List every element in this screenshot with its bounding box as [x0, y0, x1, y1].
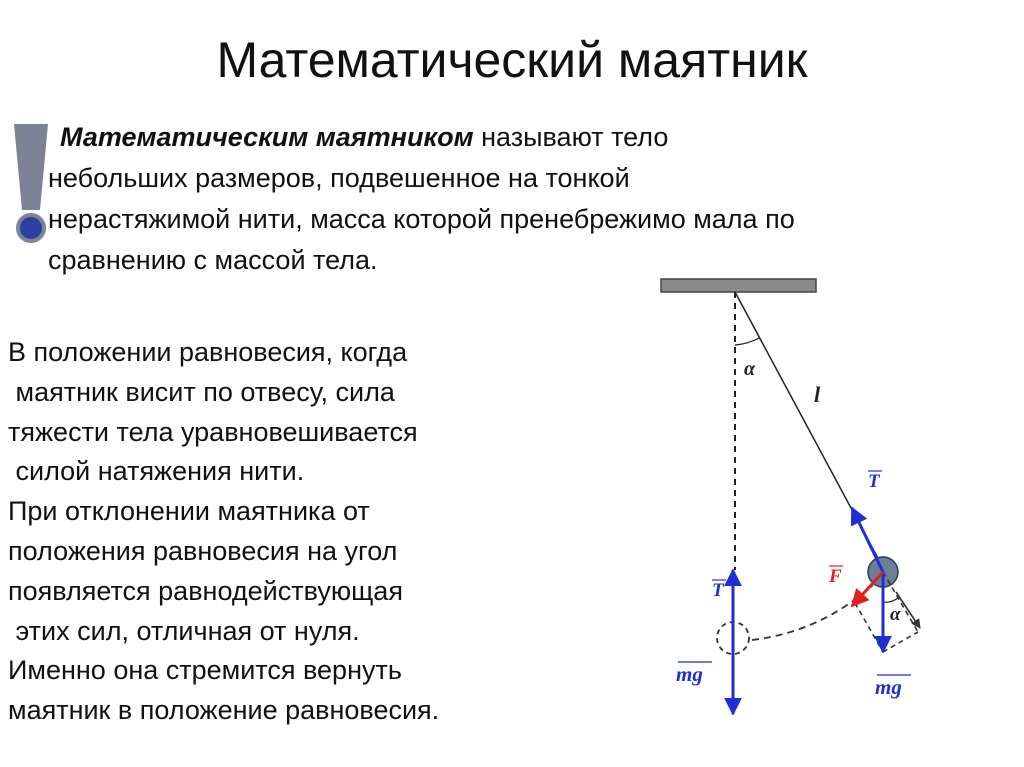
definition-line: сравнению с массой тела.	[48, 245, 378, 275]
angle-arc-bob	[883, 598, 898, 602]
construction-line	[855, 603, 883, 652]
alpha-label-bob: α	[890, 604, 901, 625]
explanation-line: маятник в положение равновесия.	[8, 695, 440, 726]
tension-arrow-deflected	[852, 508, 883, 572]
alpha-label-top: α	[744, 358, 756, 380]
explanation-line: этих сил, отличная от нуля.	[8, 615, 360, 646]
definition-term: Математическим маятником	[60, 122, 474, 152]
definition-line	[48, 117, 1008, 158]
explanation-line: Именно она стремится вернуть	[8, 655, 402, 686]
explanation-line: маятник висит по отвесу, сила	[8, 376, 395, 407]
tension-label-equilibrium: T	[712, 580, 724, 601]
explanation-line: силой натяжения нити.	[8, 456, 305, 487]
explanation-line: появляется равнодействующая	[8, 575, 403, 606]
explanation-line: В положении равновесия, когда	[8, 337, 408, 367]
explanation-line: При отклонении маятника от	[8, 496, 370, 527]
exclamation-icon	[8, 120, 52, 245]
explanation-line: положения равновесия на угол	[8, 535, 398, 566]
definition-line: небольших размеров, подвешенное на тонкой	[48, 163, 630, 193]
gravity-label-deflected: mg	[875, 675, 902, 699]
trajectory-arc	[752, 585, 873, 640]
page-title: Математический маятник	[216, 32, 808, 88]
angle-arc-top	[735, 338, 759, 345]
gravity-label-equilibrium: mg	[676, 662, 703, 686]
definition-text	[48, 117, 1008, 281]
definition-rest: называют тело	[473, 122, 669, 152]
length-label: l	[814, 382, 821, 407]
explanation-text	[8, 333, 578, 731]
resultant-force-arrow	[852, 572, 883, 606]
pendulum-diagram	[640, 270, 980, 730]
definition-line: нерастяжимой нити, масса которой пренебрежимо мала по	[48, 204, 795, 234]
ceiling-support	[661, 279, 816, 292]
tension-label-deflected: T	[868, 471, 880, 492]
force-label: F	[829, 566, 842, 587]
explanation-line: тяжести тела уравновешивается	[8, 416, 418, 447]
construction-line	[883, 632, 918, 652]
